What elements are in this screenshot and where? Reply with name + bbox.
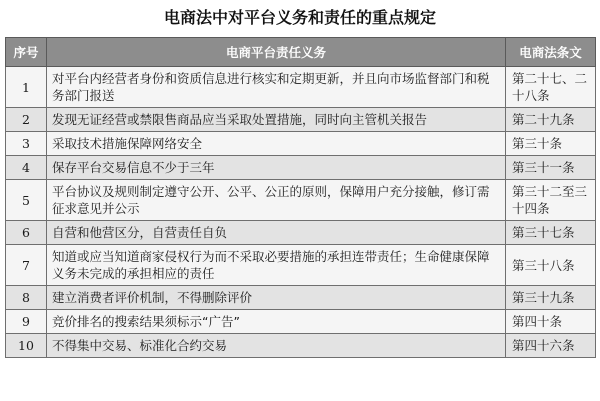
row-duty: 知道或应当知道商家侵权行为而不采取必要措施的承担连带责任；生命健康保障义务未完成的承担相应的责任 bbox=[47, 245, 506, 286]
row-law: 第三十二至三十四条 bbox=[506, 180, 596, 221]
row-law: 第三十九条 bbox=[506, 286, 596, 310]
table-header-row bbox=[6, 38, 596, 67]
row-law: 第三十条 bbox=[506, 132, 596, 156]
row-number: 2 bbox=[6, 108, 47, 132]
row-duty: 建立消费者评价机制，不得删除评价 bbox=[47, 286, 506, 310]
row-law: 第二十九条 bbox=[506, 108, 596, 132]
row-number: 10 bbox=[6, 334, 47, 358]
row-law: 第四十条 bbox=[506, 310, 596, 334]
table-row bbox=[6, 108, 596, 132]
table-row bbox=[6, 221, 596, 245]
row-number: 1 bbox=[6, 67, 47, 108]
header-duty: 电商平台责任义务 bbox=[47, 38, 506, 67]
header-law: 电商法条文 bbox=[506, 38, 596, 67]
table-row bbox=[6, 67, 596, 108]
row-duty: 平台协议及规则制定遵守公开、公平、公正的原则，保障用户充分接触，修订需征求意见并公示 bbox=[47, 180, 506, 221]
row-number: 3 bbox=[6, 132, 47, 156]
row-duty: 自营和他营区分，自营责任自负 bbox=[47, 221, 506, 245]
table-row bbox=[6, 245, 596, 286]
table-row bbox=[6, 286, 596, 310]
header-no: 序号 bbox=[6, 38, 47, 67]
row-number: 7 bbox=[6, 245, 47, 286]
row-law: 第四十六条 bbox=[506, 334, 596, 358]
row-law: 第二十七、二十八条 bbox=[506, 67, 596, 108]
row-duty: 发现无证经营或禁限售商品应当采取处置措施，同时向主管机关报告 bbox=[47, 108, 506, 132]
row-number: 5 bbox=[6, 180, 47, 221]
table-row bbox=[6, 156, 596, 180]
row-number: 4 bbox=[6, 156, 47, 180]
row-number: 9 bbox=[6, 310, 47, 334]
obligations-table bbox=[5, 37, 596, 358]
table-row bbox=[6, 310, 596, 334]
table-row bbox=[6, 132, 596, 156]
row-number: 8 bbox=[6, 286, 47, 310]
table-row bbox=[6, 334, 596, 358]
row-law: 第三十八条 bbox=[506, 245, 596, 286]
row-duty: 保存平台交易信息不少于三年 bbox=[47, 156, 506, 180]
row-duty: 采取技术措施保障网络安全 bbox=[47, 132, 506, 156]
row-number: 6 bbox=[6, 221, 47, 245]
row-law: 第三十一条 bbox=[506, 156, 596, 180]
row-duty: 竞价排名的搜索结果须标示“广告” bbox=[47, 310, 506, 334]
row-duty: 不得集中交易、标准化合约交易 bbox=[47, 334, 506, 358]
row-duty: 对平台内经营者身份和资质信息进行核实和定期更新，并且向市场监督部门和税务部门报送 bbox=[47, 67, 506, 108]
table-row bbox=[6, 180, 596, 221]
page-title: 电商法中对平台义务和责任的重点规定 bbox=[163, 8, 436, 27]
row-law: 第三十七条 bbox=[506, 221, 596, 245]
